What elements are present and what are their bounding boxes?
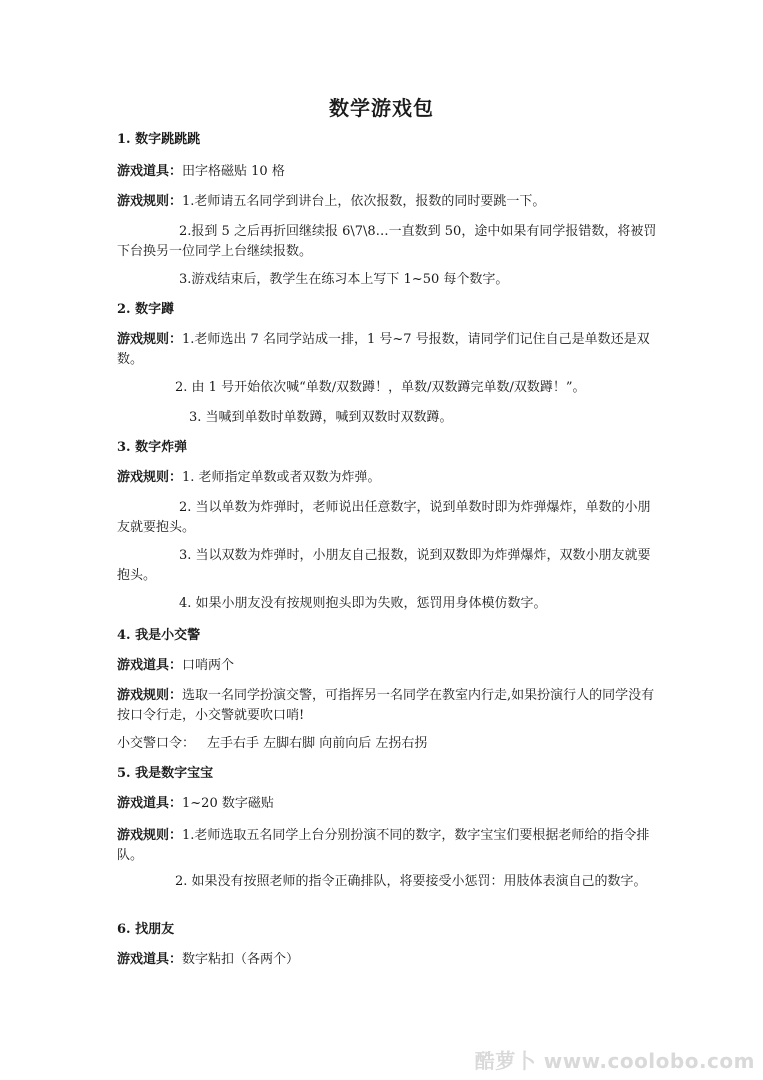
rule-line: 3. 当以双数为炸弹时，小朋友自己报数，说到双数即为炸弹爆炸，双数小朋友就要抱头。 bbox=[117, 548, 651, 583]
section-heading: 2. 数字蹲 bbox=[117, 302, 175, 317]
props-line bbox=[117, 950, 657, 970]
rule-text: 1.老师请五名同学到讲台上，依次报数，报数的同时要跳一下。 bbox=[182, 194, 546, 209]
document-title: 数学游戏包 bbox=[329, 96, 434, 120]
command-text: 左手右手 左脚右脚 向前向后 左拐右拐 bbox=[207, 736, 428, 751]
rule-line bbox=[117, 330, 657, 370]
rule-line bbox=[117, 192, 657, 212]
rule-line: 2. 当以单数为炸弹时，老师说出任意数字，说到单数时即为炸弹爆炸，单数的小朋友就要抱头。 bbox=[117, 500, 651, 535]
rules-label: 游戏规则： bbox=[117, 470, 183, 485]
rule-line: 3. 当喊到单数时单数蹲，喊到双数时双数蹲。 bbox=[189, 410, 453, 425]
rules-label: 游戏规则： bbox=[117, 332, 183, 347]
props-label: 游戏道具： bbox=[117, 796, 183, 811]
props-line bbox=[117, 794, 657, 814]
rule-line: 2. 如果没有按照老师的指令正确排队，将要接受小惩罚：用肢体表演自己的数字。 bbox=[175, 874, 647, 889]
command-line bbox=[117, 734, 657, 754]
rule-line: 4. 如果小朋友没有按规则抱头即为失败，惩罚用身体模仿数字。 bbox=[179, 596, 547, 611]
props-text: 1~20 数字磁贴 bbox=[182, 796, 274, 811]
rule-text: 选取一名同学扮演交警，可指挥另一名同学在教室内行走,如果扮演行人的同学没有按口令行走，小交警就要吹口哨! bbox=[117, 688, 655, 723]
props-line bbox=[117, 656, 657, 676]
rule-text: 1.老师选出 7 名同学站成一排，1 号~7 号报数，请同学们记住自己是单数还是双数。 bbox=[117, 332, 650, 367]
rule-line: 2. 由 1 号开始依次喊“单数/双数蹲！，单数/双数蹲完单数/双数蹲！”。 bbox=[175, 380, 586, 395]
rule-line: 3.游戏结束后，教学生在练习本上写下 1~50 每个数字。 bbox=[179, 272, 509, 287]
rules-label: 游戏规则： bbox=[117, 828, 183, 843]
section-heading: 6. 找朋友 bbox=[117, 922, 175, 937]
props-label: 游戏道具： bbox=[117, 952, 183, 967]
rules-label: 游戏规则： bbox=[117, 194, 183, 209]
section-heading: 5. 我是数字宝宝 bbox=[117, 766, 214, 781]
rules-label: 游戏规则： bbox=[117, 688, 183, 703]
rule-line: 2.报到 5 之后再折回继续报 6\7\8…一直数到 50，途中如果有同学报错数，将被罚下台换另一位同学上台继续报数。 bbox=[117, 224, 657, 259]
rule-line bbox=[117, 686, 657, 726]
rule-text: 1. 老师指定单数或者双数为炸弹。 bbox=[182, 470, 381, 485]
props-label: 游戏道具： bbox=[117, 164, 183, 179]
command-label: 小交警口令： bbox=[117, 736, 196, 751]
props-text: 数字粘扣（各两个） bbox=[182, 952, 300, 967]
rule-text: 1.老师选取五名同学上台分别扮演不同的数字，数字宝宝们要根据老师给的指令排队。 bbox=[117, 828, 650, 863]
section-heading: 1. 数字跳跳跳 bbox=[117, 132, 201, 147]
props-label: 游戏道具： bbox=[117, 658, 183, 673]
rule-line bbox=[117, 826, 657, 866]
props-line bbox=[117, 162, 657, 182]
watermark: 酷萝卜 www.coolobo.com bbox=[474, 1049, 755, 1073]
section-heading: 3. 数字炸弹 bbox=[117, 440, 188, 455]
props-text: 口哨两个 bbox=[182, 658, 235, 673]
section-heading: 4. 我是小交警 bbox=[117, 628, 201, 643]
rule-line bbox=[117, 468, 657, 488]
props-text: 田字格磁贴 10 格 bbox=[182, 164, 285, 179]
